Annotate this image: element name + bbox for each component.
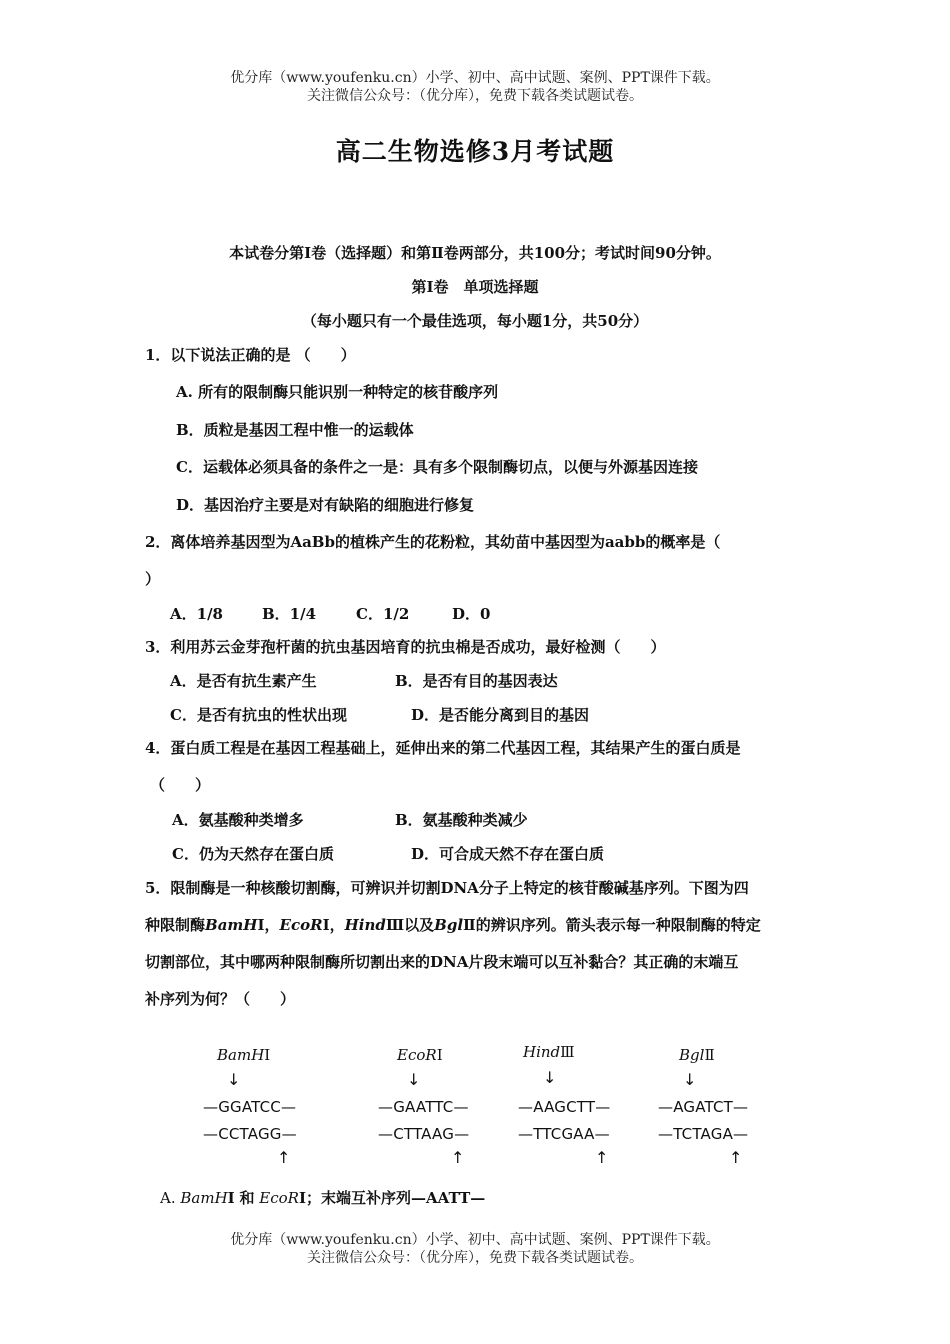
diagram-enzyme-bgl-roman: Ⅱ xyxy=(704,1046,715,1064)
q5-line-1: 5．限制酶是一种核酸切割酶，可辨识并切割DNA分子上特定的核苷酸碱基序列。下图为四 xyxy=(145,879,749,897)
q1-option-d: D．基因治疗主要是对有缺陷的细胞进行修复 xyxy=(176,496,475,514)
header-line-1: 优分库（www.youfenku.cn）小学、初中、高中试题、案例、PPT课件下载。 xyxy=(230,70,720,86)
diagram-seq-hind-top: —AAGCTT— xyxy=(518,1098,611,1116)
section-title: 第Ⅰ卷 单项选择题 xyxy=(411,278,539,296)
q5-sep-3: 以及 xyxy=(404,916,435,934)
q5-option-a-enzyme-2-roman: Ⅰ xyxy=(298,1189,306,1207)
q1-option-b: B．质粒是基因工程中惟一的运载体 xyxy=(176,421,414,439)
diagram-seq-ecor-bottom: —CTTAAG— xyxy=(378,1125,470,1143)
q4-stem: 4．蛋白质工程是在基因工程基础上，延伸出来的第二代基因工程，其结果产生的蛋白质是 xyxy=(145,739,741,757)
q4-option-b: B．氨基酸种类减少 xyxy=(395,811,528,829)
up-arrow-icon: ↑ xyxy=(729,1148,743,1167)
diagram-enzyme-bamh-roman: Ⅰ xyxy=(264,1046,271,1064)
q3-option-d: D．是否能分离到目的基因 xyxy=(411,706,590,724)
q5-option-a xyxy=(160,1188,485,1208)
q1-option-a: A. 所有的限制酶只能识别一种特定的核苷酸序列 xyxy=(176,383,499,401)
q5-line-2-post: 的辨识序列。箭头表示每一种限制酶的特定 xyxy=(475,916,761,934)
header-line-2: 关注微信公众号：（优分库），免费下载各类试题试卷。 xyxy=(307,88,643,104)
diagram-enzyme-hind-roman: Ⅲ xyxy=(560,1043,575,1061)
q2-option-b: B．1/4 xyxy=(262,605,317,623)
q5-option-a-prefix: A. xyxy=(160,1189,176,1207)
q5-enzyme-hind-roman: Ⅲ xyxy=(385,916,405,934)
q3-option-c: C．是否有抗虫的性状出现 xyxy=(170,706,347,724)
q1-stem: 1．以下说法正确的是 （ ） xyxy=(145,346,356,364)
q5-line-4: 补序列为何？（ ） xyxy=(145,990,296,1008)
q5-option-a-enzyme-2: EcoR xyxy=(259,1189,299,1207)
up-arrow-icon: ↑ xyxy=(277,1148,291,1167)
down-arrow-icon: ↓ xyxy=(227,1070,241,1089)
diagram-enzyme-bamh xyxy=(217,1046,270,1064)
q5-option-a-post: ；末端互补序列—AATT— xyxy=(306,1189,486,1207)
q1-option-c: C．运载体必须具备的条件之一是：具有多个限制酶切点，以便与外源基因连接 xyxy=(176,458,698,476)
q5-enzyme-bamh: BamH xyxy=(205,916,258,934)
q3-stem: 3．利用苏云金芽孢杆菌的抗虫基因培育的抗虫棉是否成功，最好检测（ ） xyxy=(145,638,666,656)
q5-option-a-enzyme-1: BamH xyxy=(180,1189,228,1207)
footer-line-2: 关注微信公众号：（优分库），免费下载各类试题试卷。 xyxy=(307,1250,643,1266)
q4-option-c: C．仍为天然存在蛋白质 xyxy=(172,845,334,863)
diagram-seq-bgl-top: —AGATCT— xyxy=(658,1098,749,1116)
q5-line-2-pre: 种限制酶 xyxy=(145,916,206,934)
q2-option-c: C．1/2 xyxy=(356,605,410,623)
diagram-enzyme-bamh-name: BamH xyxy=(217,1046,265,1064)
down-arrow-icon: ↓ xyxy=(407,1070,421,1089)
q5-option-a-and: 和 xyxy=(239,1189,255,1207)
q2-stem-cont: ） xyxy=(145,570,161,588)
restriction-enzyme-diagram xyxy=(195,1040,785,1180)
q4-option-a: A．氨基酸种类增多 xyxy=(172,811,304,829)
diagram-enzyme-ecor-roman: Ⅰ xyxy=(436,1046,443,1064)
q5-option-a-enzyme-1-roman: Ⅰ xyxy=(227,1189,235,1207)
q5-enzyme-ecor: EcoR xyxy=(279,916,323,934)
section-note: （每小题只有一个最佳选项，每小题1分，共50分） xyxy=(301,312,649,330)
q5-enzyme-ecor-roman: Ⅰ xyxy=(322,916,330,934)
diagram-seq-hind-bottom: —TTCGAA— xyxy=(518,1125,610,1143)
q3-option-b: B．是否有目的基因表达 xyxy=(395,672,558,690)
up-arrow-icon: ↑ xyxy=(451,1148,465,1167)
diagram-seq-bamh-top: —GGATCC— xyxy=(203,1098,297,1116)
q4-stem-cont: （ ） xyxy=(150,776,211,794)
q5-line-2 xyxy=(145,915,761,935)
diagram-enzyme-hind-name: Hind xyxy=(523,1043,561,1061)
q5-sep-1: ， xyxy=(264,916,280,934)
q5-line-3: 切割部位，其中哪两种限制酶所切割出来的DNA片段末端可以互补黏合？其正确的末端互 xyxy=(145,953,739,971)
up-arrow-icon: ↑ xyxy=(595,1148,609,1167)
q5-sep-2: ， xyxy=(329,916,345,934)
down-arrow-icon: ↓ xyxy=(543,1068,557,1087)
q2-stem: 2．离体培养基因型为AaBb的植株产生的花粉粒，其幼苗中基因型为aabb的概率是（ xyxy=(145,533,721,551)
down-arrow-icon: ↓ xyxy=(683,1070,697,1089)
intro-text: 本试卷分第Ⅰ卷（选择题）和第Ⅱ卷两部分，共100分；考试时间90分钟。 xyxy=(229,244,721,262)
diagram-enzyme-hind xyxy=(523,1043,575,1061)
diagram-enzyme-bgl-name: Bgl xyxy=(679,1046,705,1064)
q5-enzyme-bgl-roman: Ⅱ xyxy=(463,916,476,934)
q5-enzyme-bgl: Bgl xyxy=(434,916,464,934)
q2-option-d: D．0 xyxy=(452,605,491,623)
diagram-seq-bgl-bottom: —TCTAGA— xyxy=(658,1125,749,1143)
q3-option-a: A．是否有抗生素产生 xyxy=(170,672,317,690)
q5-enzyme-bamh-roman: Ⅰ xyxy=(257,916,265,934)
diagram-seq-bamh-bottom: —CCTAGG— xyxy=(203,1125,297,1143)
footer-line-1: 优分库（www.youfenku.cn）小学、初中、高中试题、案例、PPT课件下载。 xyxy=(230,1232,720,1248)
diagram-enzyme-ecor-name: EcoR xyxy=(397,1046,437,1064)
page-title: 高二生物选修3月考试题 xyxy=(335,137,615,166)
q4-option-d: D．可合成天然不存在蛋白质 xyxy=(411,845,605,863)
q5-enzyme-hind: Hind xyxy=(344,916,386,934)
q2-option-a: A．1/8 xyxy=(170,605,223,623)
diagram-enzyme-bgl xyxy=(679,1046,715,1064)
diagram-seq-ecor-top: —GAATTC— xyxy=(378,1098,469,1116)
diagram-enzyme-ecor xyxy=(397,1046,443,1064)
